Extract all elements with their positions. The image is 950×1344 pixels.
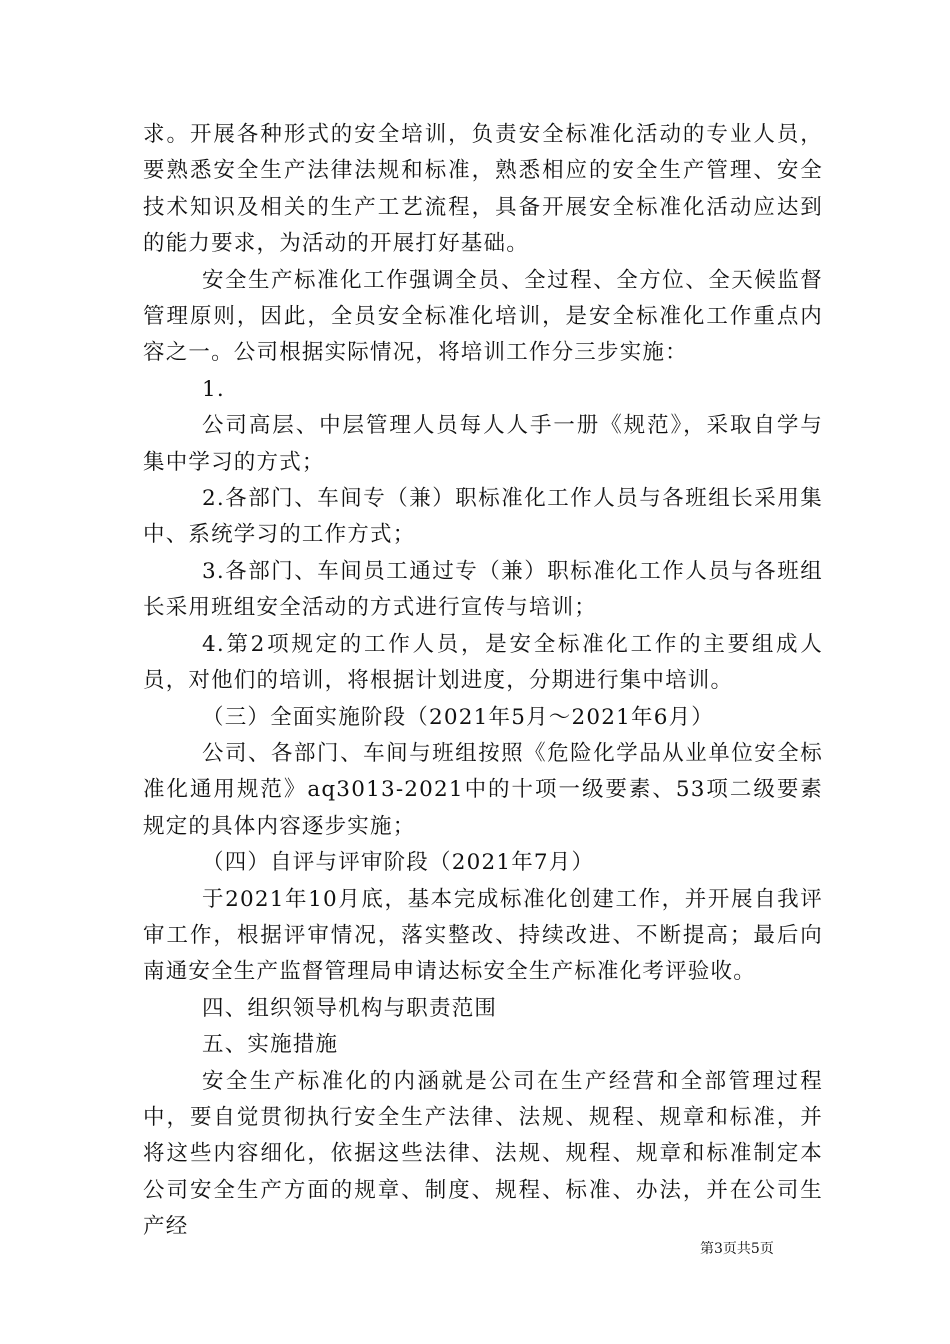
paragraph-5: 2.各部门、车间专（兼）职标准化工作人员与各班组长采用集中、系统学习的工作方式；	[143, 486, 823, 548]
page-number: 第3页共5页	[700, 1241, 774, 1257]
paragraph-9: 公司、各部门、车间与班组按照《危险化学品从业单位安全标准化通用规范》aq3013-2021中的十项一级要素、53项二级要素规定的具体内容逐步实施；	[143, 740, 823, 839]
paragraph-11: 于2021年10月底，基本完成标准化创建工作，并开展自我评审工作，根据评审情况，落实整改、持续改进、不断提高；最后向南通安全生产监督管理局申请达标安全生产标准化考评验收。	[143, 886, 823, 985]
section-heading-4: （四）自评与评审阶段（2021年7月）	[202, 850, 595, 876]
section-heading-org: 四、组织领导机构与职责范围	[202, 995, 498, 1021]
section-heading-3: （三）全面实施阶段（2021年5月～2021年6月）	[202, 704, 714, 730]
paragraph-7: 4.第2项规定的工作人员，是安全标准化工作的主要组成人员，对他们的培训，将根据计划进度，分期进行集中培训。	[143, 631, 823, 694]
section-heading-measures: 五、实施措施	[202, 1032, 339, 1058]
paragraph-6: 3.各部门、车间员工通过专（兼）职标准化工作人员与各班组长采用班组安全活动的方式进行宣传与培训；	[143, 558, 823, 621]
paragraph-3: 1.	[202, 376, 225, 402]
paragraph-4: 公司高层、中层管理人员每人人手一册《规范》，采取自学与集中学习的方式；	[143, 413, 823, 475]
paragraph-2: 安全生产标准化工作强调全员、全过程、全方位、全天候监督管理原则，因此，全员安全标准化培训，是安全标准化工作重点内容之一。公司根据实际情况，将培训工作分三步实施：	[143, 267, 823, 366]
document-body	[143, 117, 823, 1246]
paragraph-1: 求。开展各种形式的安全培训，负责安全标准化活动的专业人员，要熟悉安全生产法律法规和标准，熟悉相应的安全生产管理、安全技术知识及相关的生产工艺流程，具备开展安全标准化活动应达到的能力要求，为活动的开展打好基础。	[143, 122, 823, 257]
paragraph-14: 安全生产标准化的内涵就是公司在生产经营和全部管理过程中，要自觉贯彻执行安全生产法律、法规、规程、规章和标准，并将这些内容细化，依据这些法律、法规、规程、规章和标准制定本公司安全生产方面的规章、制度、规程、标准、办法，并在公司生产经	[143, 1068, 823, 1240]
